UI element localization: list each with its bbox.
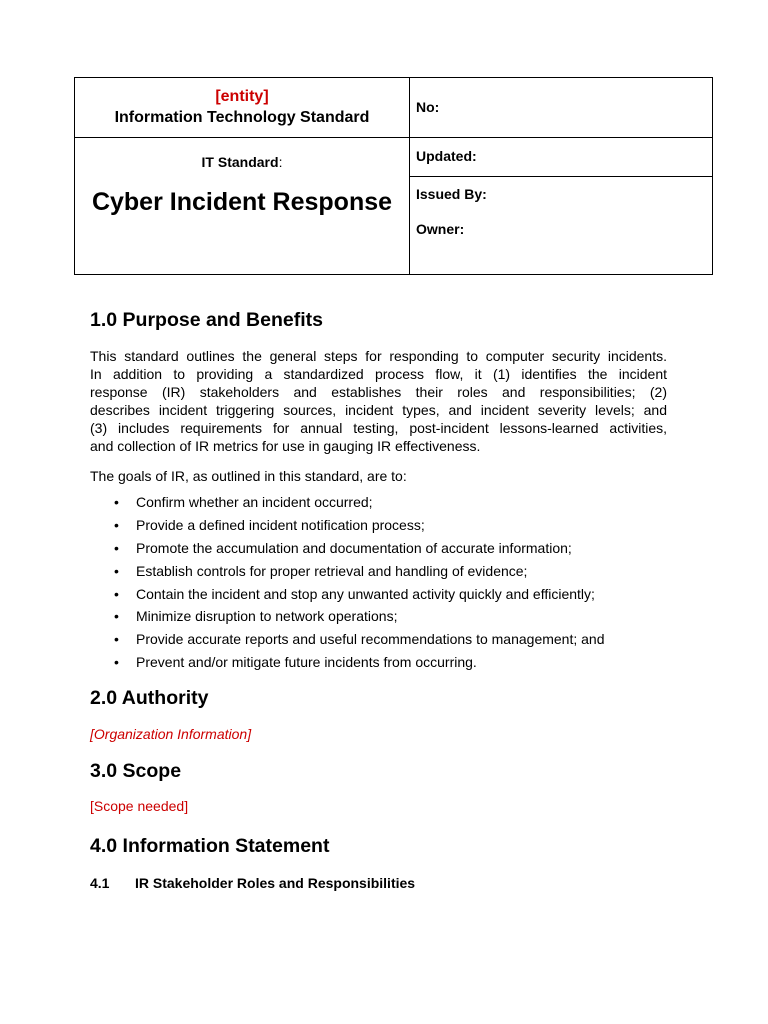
field-issued-by: Issued By: [416, 186, 487, 202]
document-title: Cyber Incident Response [91, 188, 393, 216]
purpose-line: (3) includes requirements for annual testing, post-incident lessons-learned activities, [90, 420, 667, 436]
bullet-icon: • [114, 585, 119, 602]
heading-purpose: 1.0 Purpose and Benefits [90, 309, 323, 331]
list-item [90, 605, 605, 628]
table-divider-left [75, 137, 409, 138]
list-item [90, 628, 605, 651]
bullet-icon: • [114, 516, 119, 533]
list-item [90, 651, 605, 674]
goal-text: Minimize disruption to network operations; [136, 608, 398, 625]
standard-title: Information Technology Standard [114, 109, 370, 126]
table-divider-right-1 [409, 137, 712, 138]
goal-text: Establish controls for proper retrieval and handling of evidence; [136, 562, 528, 579]
bullet-icon: • [114, 654, 119, 671]
purpose-line: and collection of IR metrics for use in gauging IR effectiveness. [90, 438, 481, 454]
entity-placeholder: [entity] [215, 88, 269, 105]
list-item [90, 514, 605, 537]
purpose-line: In addition to providing a standardized process flow, it (1) identifies the incident [90, 366, 667, 382]
field-no: No: [416, 99, 440, 115]
bullet-icon: • [114, 539, 119, 556]
field-owner: Owner: [416, 221, 465, 237]
heading-information-statement: 4.0 Information Statement [90, 835, 330, 857]
bullet-icon: • [114, 562, 119, 579]
heading-scope: 3.0 Scope [90, 760, 182, 782]
scope-placeholder: [Scope needed] [90, 798, 189, 814]
goal-text: Provide accurate reports and useful recommendations to management; and [136, 631, 605, 648]
authority-placeholder: [Organization Information] [90, 726, 252, 742]
list-item [90, 583, 605, 606]
bullet-icon: • [114, 608, 119, 625]
goal-text: Promote the accumulation and documentation of accurate information; [136, 539, 572, 556]
goal-text: Prevent and/or mitigate future incidents from occurring. [136, 654, 477, 671]
list-item [90, 560, 605, 583]
goal-text: Confirm whether an incident occurred; [136, 494, 373, 510]
it-standard-label-text: IT Standard [201, 154, 279, 170]
purpose-line: describes incident triggering sources, incident types, and incident severity levels; and [90, 402, 667, 418]
bullet-icon: • [114, 631, 119, 648]
subsection-heading [90, 875, 415, 891]
it-standard-colon: : [278, 154, 283, 170]
header-table [74, 77, 713, 275]
goals-list [90, 491, 605, 674]
goals-intro: The goals of IR, as outlined in this standard, are to: [90, 468, 407, 484]
subsection-title: IR Stakeholder Roles and Responsibilities [135, 875, 416, 891]
heading-authority: 2.0 Authority [90, 687, 209, 709]
bullet-icon: • [114, 494, 119, 510]
subsection-number: 4.1 [90, 875, 110, 891]
it-standard-label [75, 154, 409, 170]
table-divider-right-2 [409, 176, 712, 177]
goal-text: Contain the incident and stop any unwanted activity quickly and efficiently; [136, 585, 595, 602]
list-item [90, 491, 605, 514]
purpose-line: This standard outlines the general steps for responding to computer security incidents. [90, 348, 667, 364]
field-updated: Updated: [416, 148, 477, 164]
purpose-line: response (IR) stakeholders and establishes their roles and responsibilities; (2) [90, 384, 667, 400]
purpose-paragraph [90, 347, 667, 455]
goal-text: Provide a defined incident notification process; [136, 516, 425, 533]
list-item [90, 537, 605, 560]
